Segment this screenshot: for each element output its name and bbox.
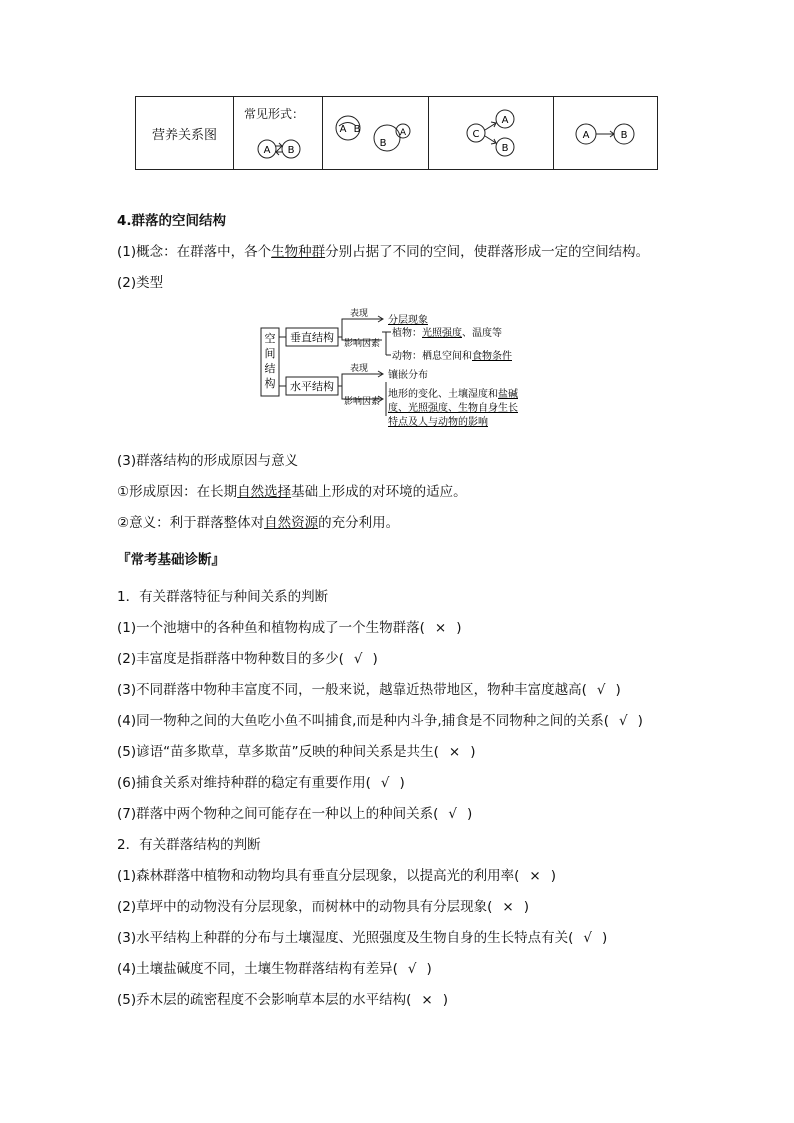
predation-cell xyxy=(554,97,658,170)
v-plant: 植物：光照强度、温度等 xyxy=(392,328,502,339)
competition-cell xyxy=(429,97,554,170)
svg-text:间: 间 xyxy=(264,347,276,360)
node-b: B xyxy=(379,138,387,149)
list-item: (2)草坪中的动物没有分层现象，而树林中的动物具有分层现象( × ) xyxy=(117,899,529,915)
list-item: (2)丰富度是指群落中物种数目的多少( √ ) xyxy=(117,651,378,667)
v-yingxiang: 影响因素 xyxy=(344,339,381,349)
diagram-root-1: 空 xyxy=(264,332,276,345)
list-item: (5)乔木层的疏密程度不会影响草本层的水平结构( × ) xyxy=(117,992,448,1008)
node-a: A xyxy=(339,124,347,135)
node-b: B xyxy=(620,130,628,141)
diagnosis-header: 『常考基础诊断』 xyxy=(117,552,225,568)
svg-text:构: 构 xyxy=(264,377,276,390)
spatial-structure-diagram xyxy=(258,304,538,434)
node-a: A xyxy=(399,128,407,138)
v-biaoxian: 表现 xyxy=(350,309,369,319)
h-factor-1: 地形的变化、土壤湿度和盐碱 xyxy=(388,389,518,400)
section4-title: 4.群落的空间结构 xyxy=(117,213,227,229)
node-b: B xyxy=(501,143,509,154)
list-item: (3)不同群落中物种丰富度不同，一般来说，越靠近热带地区，物种丰富度越高( √ ) xyxy=(117,682,621,698)
group1-title: 1．有关群落特征与种间关系的判断 xyxy=(117,589,329,605)
list-item: (6)捕食关系对维持种群的稳定有重要作用( √ ) xyxy=(117,775,405,791)
mutualism-diagram xyxy=(234,97,322,171)
v-animal: 动物：栖息空间和食物条件 xyxy=(392,351,512,362)
parasitism-diagram xyxy=(323,97,428,171)
list-item: (3)水平结构上种群的分布与土壤湿度、光照强度及生物自身的生长特点有关( √ ) xyxy=(117,930,608,946)
reason-line: ①形成原因：在长期自然选择基础上形成的对环境的适应。 xyxy=(117,484,467,500)
table-label-cell xyxy=(136,97,234,170)
table-label: 营养关系图 xyxy=(151,127,217,143)
node-b: B xyxy=(287,145,295,156)
node-a: A xyxy=(582,130,590,141)
h-yingxiang: 影响因素 xyxy=(344,397,381,407)
node-c: C xyxy=(472,129,480,140)
h-show: 镶嵌分布 xyxy=(388,370,428,381)
h-biaoxian: 表现 xyxy=(350,364,369,374)
list-item: (1)森林群落中植物和动物均具有垂直分层现象，以提高光的利用率( × ) xyxy=(117,868,556,884)
group2-title: 2．有关群落结构的判断 xyxy=(117,837,261,853)
mutualism-cell xyxy=(234,97,323,170)
meaning-line: ②意义：利于群落整体对自然资源的充分利用。 xyxy=(117,515,400,531)
list-item: (5)谚语“苗多欺草，草多欺苗”反映的种间关系是共生( × ) xyxy=(117,744,476,760)
vertical-structure: 垂直结构 xyxy=(290,331,334,344)
formation-title: (3)群落结构的形成原因与意义 xyxy=(117,453,299,469)
h-factor-3: 特点及人与动物的影响 xyxy=(388,417,488,428)
concept-line: (1)概念：在群落中，各个生物种群分别占据了不同的空间，使群落形成一定的空间结构。 xyxy=(117,244,650,260)
list-item: (4)土壤盐碱度不同，土壤生物群落结构有差异( √ ) xyxy=(117,961,432,977)
competition-diagram xyxy=(429,97,553,171)
node-b: B xyxy=(353,124,361,135)
v-show: 分层现象 xyxy=(388,315,428,326)
parasitism-cell xyxy=(323,97,429,170)
node-a: A xyxy=(263,145,271,156)
horizontal-structure: 水平结构 xyxy=(290,380,334,393)
list-item: (7)群落中两个物种之间可能存在一种以上的种间关系( √ ) xyxy=(117,806,473,822)
svg-text:结: 结 xyxy=(264,362,276,375)
nutrition-relation-table xyxy=(135,96,658,170)
h-factor-2: 度、光照强度、生物自身生长 xyxy=(388,403,518,414)
predation-diagram xyxy=(554,97,662,171)
node-a: A xyxy=(501,115,509,126)
type-label: (2)类型 xyxy=(117,275,164,291)
list-item: (1)一个池塘中的各种鱼和植物构成了一个生物群落( × ) xyxy=(117,620,462,636)
list-item: (4)同一物种之间的大鱼吃小鱼不叫捕食,而是种内斗争,捕食是不同物种之间的关系( √ ) xyxy=(117,713,643,729)
common-form-label: 常见形式： xyxy=(244,107,305,121)
